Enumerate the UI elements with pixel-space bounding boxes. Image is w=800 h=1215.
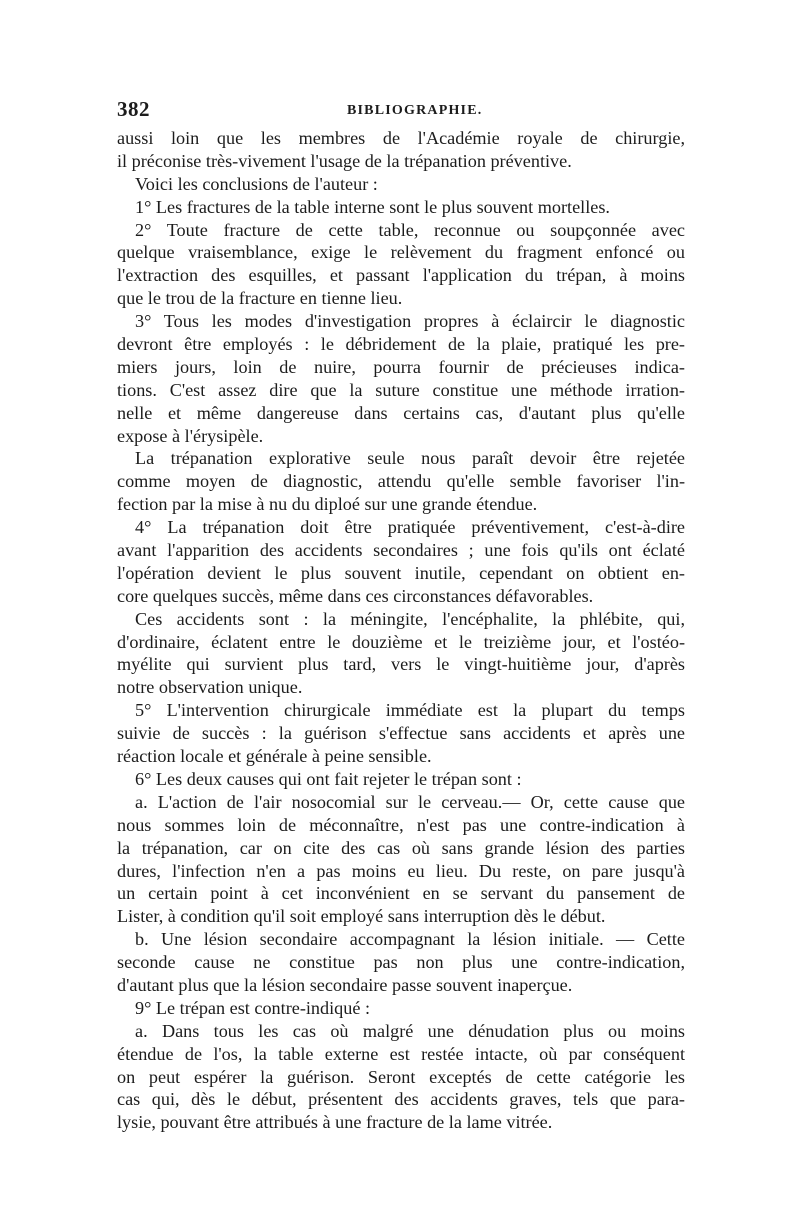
text-line: fection par la mise à nu du diploé sur une grande étendue. <box>117 494 538 515</box>
text-line: Lister, à condition qu'il soit employé sans interruption dès le début. <box>117 906 606 927</box>
text-line: Ces accidents sont : la méningite, l'encéphalite, la phlébite, qui, <box>135 608 685 629</box>
text-line: expose à l'érysipèle. <box>117 425 264 446</box>
text-line: 4° La trépanation doit être pratiquée préventivement, c'est-à-dire <box>135 517 685 538</box>
text-line: réaction locale et générale à peine sensible. <box>117 746 432 767</box>
text-line: un certain point à cet inconvénient en se servant du pansement de <box>117 883 685 904</box>
text-line: d'ordinaire, éclatent entre le douzième et le treizième jour, et l'ostéo- <box>117 631 685 652</box>
text-line: cas qui, dès le début, présentent des accidents graves, tels que para- <box>117 1089 685 1110</box>
text-line: core quelques succès, même dans ces circonstances défavorables. <box>117 585 594 606</box>
text-line: Voici les conclusions de l'auteur : <box>135 173 378 194</box>
text-line: d'autant plus que la lésion secondaire passe souvent inaperçue. <box>117 974 573 995</box>
text-line: 5° L'intervention chirurgicale immédiate est la plupart du temps <box>135 700 685 721</box>
text-line: l'extraction des esquilles, et passant l'application du trépan, à moins <box>117 265 685 286</box>
text-line: nelle et même dangereuse dans certains cas, d'autant plus qu'elle <box>117 402 685 423</box>
text-line: myélite qui survient plus tard, vers le vingt-huitième jour, d'après <box>117 654 685 675</box>
page-number: 382 <box>117 97 150 121</box>
text-line: notre observation unique. <box>117 677 303 698</box>
text-line: tions. C'est assez dire que la suture constitue une méthode irration- <box>117 379 685 400</box>
body-text <box>117 127 685 1134</box>
text-line: quelque vraisemblance, exige le relèvement du fragment enfoncé ou <box>117 242 685 263</box>
text-line: on peut espérer la guérison. Seront exceptés de cette catégorie les <box>117 1066 685 1087</box>
text-line: suivie de succès : la guérison s'effectue sans accidents et après une <box>117 723 685 744</box>
text-line: comme moyen de diagnostic, attendu qu'elle semble favoriser l'in- <box>117 471 685 492</box>
text-line: 6° Les deux causes qui ont fait rejeter le trépan sont : <box>135 768 522 789</box>
text-line: miers jours, loin de nuire, pourra fournir de précieuses indica- <box>117 356 685 377</box>
text-line: lysie, pouvant être attribués à une fracture de la lame vitrée. <box>117 1112 553 1133</box>
text-line: b. Une lésion secondaire accompagnant la lésion initiale. — Cette <box>135 929 685 950</box>
text-line: avant l'apparition des accidents secondaires ; une fois qu'ils ont éclaté <box>117 540 685 561</box>
text-line: étendue de l'os, la table externe est restée intacte, où par conséquent <box>117 1043 685 1064</box>
text-line: il préconise très-vivement l'usage de la trépanation préventive. <box>117 150 572 171</box>
text-line: la trépanation, car on cite des cas où sans grande lésion des parties <box>117 837 685 858</box>
text-line: 3° Tous les modes d'investigation propres à éclaircir le diagnostic <box>135 311 685 332</box>
text-line: l'opération devient le plus souvent inutile, cependant on obtient en- <box>117 562 685 583</box>
text-line: nous sommes loin de méconnaître, n'est pas une contre-indication à <box>117 814 685 835</box>
text-line: aussi loin que les membres de l'Académie royale de chirurgie, <box>117 128 685 148</box>
text-line: devront être employés : le débridement de la plaie, pratiqué les pre- <box>117 334 685 355</box>
text-line: 1° Les fractures de la table interne sont le plus souvent mortelles. <box>135 196 610 217</box>
text-line: a. Dans tous les cas où malgré une dénudation plus ou moins <box>135 1020 685 1041</box>
text-line: La trépanation explorative seule nous paraît devoir être rejetée <box>135 448 685 469</box>
text-line: dures, l'infection n'en a pas moins eu lieu. Du reste, on pare jusqu'à <box>117 860 685 881</box>
text-line: 2° Toute fracture de cette table, reconnue ou soupçonnée avec <box>135 219 685 240</box>
running-title: BIBLIOGRAPHIE. <box>347 103 483 118</box>
page-header <box>117 97 685 127</box>
text-line: seconde cause ne constitue pas non plus une contre-indication, <box>117 952 685 973</box>
text-line: a. L'action de l'air nosocomial sur le cerveau.— Or, cette cause que <box>135 791 685 812</box>
text-line: 9° Le trépan est contre-indiqué : <box>135 997 371 1018</box>
text-line: que le trou de la fracture en tienne lieu. <box>117 288 403 309</box>
